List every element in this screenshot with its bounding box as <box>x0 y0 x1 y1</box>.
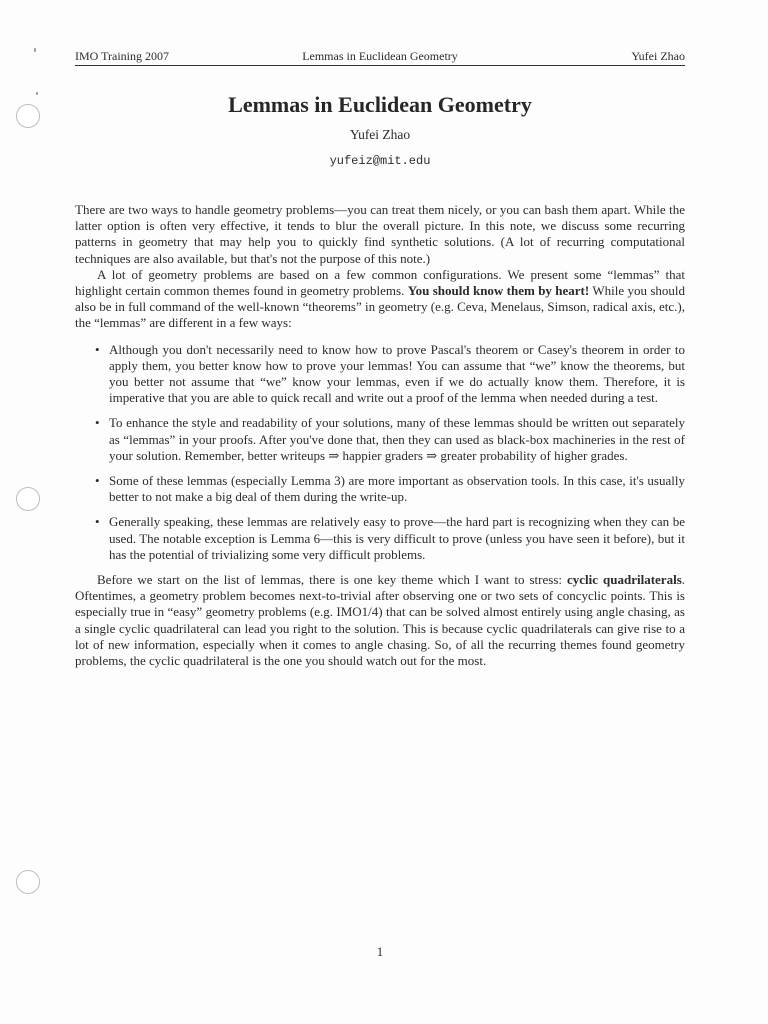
list-item <box>95 341 685 407</box>
list-item-text: Although you don't necessarily need to know how to prove Pascal's theorem or Casey's theorem in order to apply them, you better know how to prove your lemmas! You can assume that “we” know the theorems, but you better not assume that “we” know your lemmas, even if we do actually know them. Therefore, it is imperative that you are able to quick recall and write out a proof of the lemma when needed during a test. <box>109 341 685 406</box>
author-email: yufeiz@mit.edu <box>329 154 431 168</box>
header-left-text: IMO Training 2007 <box>75 49 170 63</box>
header-center-text: Lemmas in Euclidean Geometry <box>302 49 458 63</box>
lemma-notes-list <box>75 342 685 563</box>
closing-paragraph-end: . Oftentimes, a geometry problem becomes next-to-trivial after observing one or two sets of concyclic points. This is especially true in “easy” geometry problems (e.g. IMO1/4) that can be solved almost entirely using angle chasing, as a single cyclic quadrilateral can lead you right to the solution. This is because cyclic quadrilaterals can give rise to a lot of new information, especially when it comes to angle chasing. So, of all the recurring themes found geometry problems, the cyclic quadrilateral is the one you should watch out for the most. <box>75 572 685 669</box>
closing-paragraph <box>75 572 685 669</box>
author-name: Yufei Zhao <box>349 127 411 142</box>
intro-paragraph-2 <box>75 267 685 332</box>
punch-hole-top <box>16 104 40 128</box>
running-header <box>75 49 685 66</box>
page-number: 1 <box>376 944 384 959</box>
list-item <box>95 514 685 563</box>
bullet-icon: • <box>95 341 100 357</box>
list-item-text: Generally speaking, these lemmas are relatively easy to prove—the hard part is recognizing when they can be used. The notable exception is Lemma 6—this is very difficult to prove (unless you have seen it before), but it has the potential of trivializing some very difficult problems. <box>109 514 685 562</box>
intro-paragraph-1: There are two ways to handle geometry problems—you can treat them nicely, or you can bash them apart. While the latter option is often very effective, it tends to blur the overall picture. In this note, we discuss some recurring patterns in geometry that may help you to quickly find synthetic solutions. (A lot of recurring computational techniques are also available, but that's not the purpose of this note.) <box>75 202 685 266</box>
bullet-icon: • <box>95 415 100 431</box>
punch-hole-bottom <box>16 870 40 894</box>
document-body <box>75 202 685 669</box>
list-item <box>95 415 685 464</box>
closing-paragraph-start: Before we start on the list of lemmas, there is one key theme which I want to stress: <box>97 572 567 588</box>
document-title: Lemmas in Euclidean Geometry <box>228 92 532 117</box>
header-right-text: Yufei Zhao <box>631 49 685 63</box>
punch-hole-middle <box>16 487 40 511</box>
intro-paragraph-2-end: While you should also be in full command of the well-known “theorems” in geometry (e.g. Ceva, Menelaus, Simson, radical axis, etc.), the “lemmas” are different in a few ways: <box>75 283 686 331</box>
list-item-text: Some of these lemmas (especially Lemma 3) are more important as observation tools. In this case, it's usually better to not make a big deal of them during the write-up. <box>109 473 685 505</box>
list-item <box>95 473 685 505</box>
intro-emphasis: You should know them by heart! <box>407 283 590 299</box>
bullet-icon: • <box>95 473 100 489</box>
scan-speck <box>36 92 38 95</box>
list-item-text: To enhance the style and readability of your solutions, many of these lemmas should be written out separately as “lemmas” in your proofs. After you've done that, then they can used as black-box machineries in the rest of your solution. Remember, better writeups ⇒ happier graders ⇒ greater probability of higher grades. <box>109 415 685 463</box>
scan-speck <box>34 48 36 52</box>
bullet-icon: • <box>95 514 100 530</box>
closing-emphasis: cyclic quadrilaterals <box>567 572 682 588</box>
intro-paragraph-2-start: A lot of geometry problems are based on a few common configurations. We present some “lemmas” that highlight certain common themes found in geometry problems. <box>75 266 685 299</box>
